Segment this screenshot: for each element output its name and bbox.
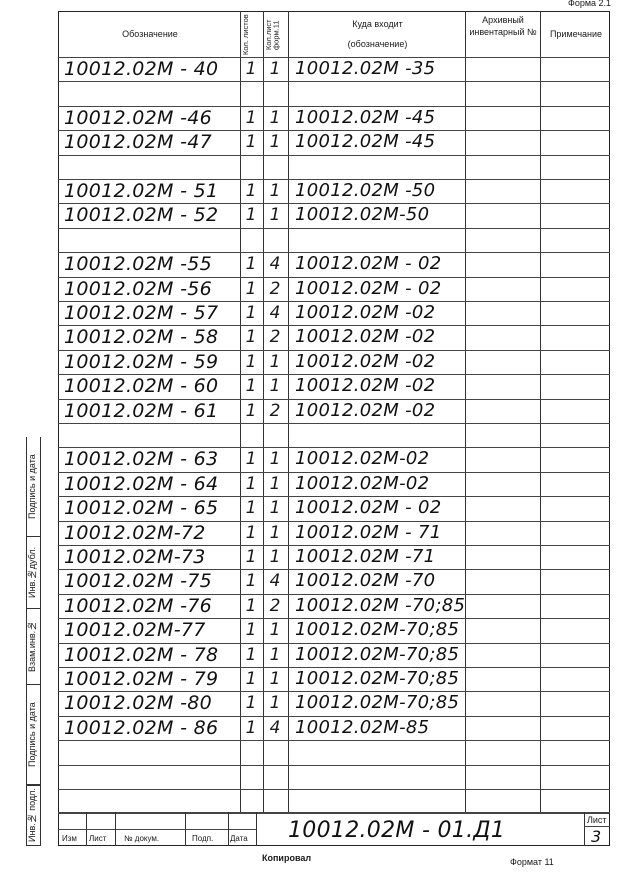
header-designation: Обозначение	[122, 29, 178, 39]
row-designation: 10012.02М - 57	[64, 302, 219, 324]
row-line	[58, 765, 610, 766]
tb-div-4	[228, 812, 229, 846]
row-used-in: 10012.02М-02	[295, 472, 430, 494]
side-label-orig-inv: Инв.№ подл.	[26, 785, 41, 846]
row-designation: 10012.02М - 78	[64, 643, 219, 666]
row-sheets: 1	[245, 620, 257, 641]
tb-doc-no: № докум.	[124, 834, 160, 843]
row-sheets: 1	[245, 181, 257, 201]
row-format-count: 4	[269, 254, 281, 275]
tb-data: Дата	[230, 834, 248, 843]
tb-div-2	[115, 812, 116, 846]
row-used-in: 10012.02М - 02	[295, 253, 442, 275]
row-line	[58, 789, 610, 790]
row-designation: 10012.02М -46	[64, 106, 213, 129]
row-used-in: 10012.02М -02	[295, 302, 436, 323]
tb-div-3	[185, 812, 186, 846]
row-sheets: 1	[245, 644, 257, 665]
row-used-in: 10012.02М-70;85	[295, 619, 460, 641]
row-used-in: 10012.02М-50	[295, 204, 430, 226]
row-used-in: 10012.02М -70	[295, 570, 436, 592]
row-designation: 10012.02М -47	[64, 131, 213, 154]
row-used-in: 10012.02М -02	[295, 326, 436, 348]
tb-div-6	[584, 812, 585, 846]
tb-izm: Изм	[62, 834, 77, 843]
side-label-sign-date-2: Подпись и дата	[26, 685, 41, 785]
row-sheets: 1	[245, 303, 257, 323]
row-used-in: 10012.02М-70;85	[295, 668, 460, 689]
row-designation: 10012.02М-72	[64, 521, 206, 544]
row-designation: 10012.02М -75	[64, 570, 213, 593]
row-designation: 10012.02М -76	[64, 594, 213, 617]
row-designation: 10012.02М-77	[64, 619, 206, 642]
row-format-count: 1	[269, 473, 281, 494]
row-line	[58, 81, 610, 82]
row-designation: 10012.02М - 58	[64, 326, 219, 349]
row-format-count: 1	[269, 644, 281, 665]
row-sheets: 1	[245, 400, 257, 421]
document-code: 10012.02М - 01.Д1	[288, 818, 506, 843]
row-used-in: 10012.02М -02	[295, 375, 436, 397]
row-format-count: 1	[269, 59, 281, 79]
row-designation: 10012.02М - 52	[64, 204, 219, 227]
title-block-top	[58, 812, 610, 813]
row-format-count: 1	[269, 693, 281, 714]
row-format-count: 2	[269, 400, 281, 421]
row-sheets: 1	[245, 327, 257, 348]
row-sheets: 1	[245, 595, 257, 616]
row-used-in: 10012.02М -50	[295, 180, 436, 201]
form-label: Форма 2.1	[568, 0, 612, 8]
header-used-in: Куда входит	[352, 19, 403, 29]
row-designation: 10012.02М - 65	[64, 497, 219, 520]
row-sheets: 1	[245, 132, 257, 153]
row-sheets: 1	[245, 473, 257, 494]
row-used-in: 10012.02М-70;85	[295, 692, 460, 714]
row-used-in: 10012.02М-02	[295, 448, 430, 470]
row-line	[58, 228, 610, 229]
row-line	[58, 423, 610, 424]
row-line	[58, 740, 610, 741]
row-format-count: 2	[269, 595, 281, 616]
row-designation: 10012.02М - 60	[64, 375, 219, 398]
tb-list: Лист	[89, 834, 107, 843]
row-used-in: 10012.02М - 02	[295, 497, 442, 519]
row-sheets: 1	[245, 717, 257, 738]
tb-podp: Подп.	[192, 834, 214, 843]
row-used-in: 10012.02М -35	[295, 58, 436, 79]
side-label-dup-inv: Инв.№дубл.	[26, 537, 41, 609]
row-format-count: 1	[269, 498, 281, 519]
row-designation: 10012.02М - 51	[64, 180, 219, 202]
row-format-count: 1	[269, 376, 281, 397]
row-format-count: 1	[269, 547, 281, 567]
row-used-in: 10012.02М -45	[295, 131, 436, 153]
tb-div-5	[256, 812, 257, 846]
row-format-count: 2	[269, 278, 281, 299]
row-sheets: 1	[245, 669, 257, 689]
row-sheets: 1	[245, 205, 257, 226]
row-format-count: 2	[269, 327, 281, 348]
row-sheets: 1	[245, 571, 257, 592]
footer-format: Формат 11	[510, 857, 554, 867]
row-sheets: 1	[245, 59, 257, 79]
row-used-in: 10012.02М-85	[295, 716, 430, 738]
row-format-count: 4	[269, 717, 281, 738]
row-used-in: 10012.02М -02	[295, 350, 436, 372]
row-format-count: 1	[269, 620, 281, 641]
row-designation: 10012.02М -55	[64, 253, 213, 276]
side-label-repl-inv: Взам.инв.№	[26, 609, 41, 685]
side-label-sign-date-1: Подпись и дата	[26, 437, 41, 537]
row-format-count: 4	[269, 571, 281, 592]
header-sheets-count: Кол. листов	[241, 14, 250, 56]
row-sheets: 1	[245, 449, 257, 470]
row-format-count: 1	[269, 669, 281, 689]
row-sheets: 1	[245, 254, 257, 275]
row-used-in: 10012.02М -45	[295, 106, 436, 128]
row-format-count: 1	[269, 351, 281, 372]
row-designation: 10012.02М - 61	[64, 399, 219, 422]
header-used-in-sub: (обозначение)	[347, 39, 408, 49]
row-used-in: 10012.02М -71	[295, 546, 436, 567]
header-format-count: Кол.лист форм.11	[264, 19, 281, 51]
row-format-count: 1	[269, 205, 281, 226]
row-sheets: 1	[245, 522, 257, 543]
header-archive-no: Архивный инвентарный №	[469, 15, 537, 38]
row-format-count: 1	[269, 132, 281, 153]
row-used-in: 10012.02М - 71	[295, 521, 442, 543]
row-designation: 10012.02М -80	[64, 692, 213, 715]
row-designation: 10012.02М -56	[64, 277, 213, 300]
tb-sheet-label: Лист	[587, 815, 607, 825]
row-designation: 10012.02М-73	[64, 546, 206, 568]
row-used-in: 10012.02М -70;85	[295, 594, 466, 616]
row-sheets: 1	[245, 351, 257, 372]
row-format-count: 4	[269, 303, 281, 323]
header-note: Примечание	[549, 29, 603, 39]
row-line	[58, 813, 610, 814]
row-sheets: 1	[245, 547, 257, 567]
row-sheets: 1	[245, 107, 257, 128]
row-designation: 10012.02М - 64	[64, 472, 219, 495]
row-sheets: 1	[245, 376, 257, 397]
footer-copied: Копировал	[262, 853, 312, 863]
row-used-in: 10012.02М-70;85	[295, 643, 460, 665]
title-block-mid	[58, 829, 256, 830]
row-designation: 10012.02М - 40	[64, 58, 219, 80]
row-designation: 10012.02М - 63	[64, 448, 219, 471]
sheet-number: 3	[591, 827, 602, 846]
row-sheets: 1	[245, 498, 257, 519]
row-format-count: 1	[269, 181, 281, 201]
row-format-count: 1	[269, 107, 281, 128]
row-format-count: 1	[269, 522, 281, 543]
row-designation: 10012.02М - 59	[64, 350, 219, 373]
row-designation: 10012.02М - 79	[64, 668, 219, 690]
row-used-in: 10012.02М - 02	[295, 277, 442, 299]
row-sheets: 1	[245, 278, 257, 299]
tb-div-1	[86, 812, 87, 846]
row-sheets: 1	[245, 693, 257, 714]
row-line	[58, 155, 610, 156]
row-designation: 10012.02М - 86	[64, 716, 219, 739]
row-used-in: 10012.02М -02	[295, 399, 436, 421]
row-format-count: 1	[269, 449, 281, 470]
